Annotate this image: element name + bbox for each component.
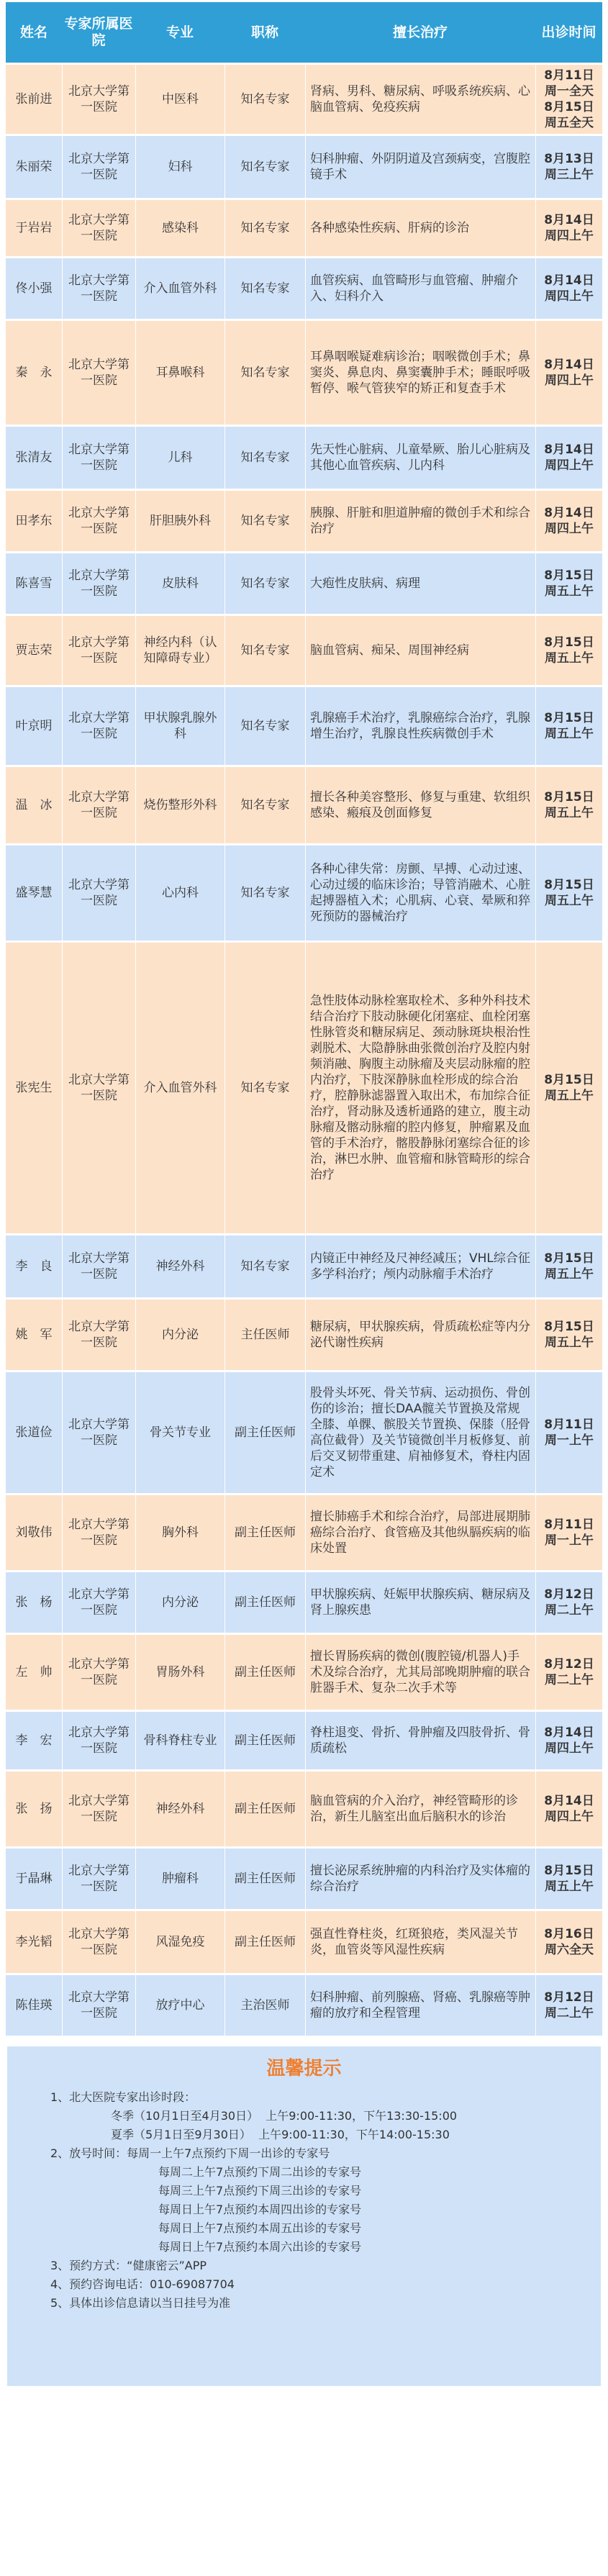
- expert-title: 副主任医师: [224, 1635, 305, 1710]
- table-row: [6, 1911, 602, 1973]
- expert-dept: 骨关节专业: [135, 1372, 224, 1493]
- expert-name: 张 杨: [6, 1572, 62, 1633]
- expert-title: 副主任医师: [224, 1849, 305, 1909]
- expert-title: 主任医师: [224, 1300, 305, 1370]
- expert-specialty: 各种心律失常：房颤、早搏、心动过速、心动过缓的临床诊治；导管消融术、心脏起搏器植入术；心肌病、心衰、晕厥和猝死预防的器械治疗: [305, 845, 535, 940]
- expert-specialty: 擅长泌尿系统肿瘤的内科治疗及实体瘤的综合治疗: [305, 1849, 535, 1909]
- table-row: [6, 845, 602, 940]
- expert-name: 姚 军: [6, 1300, 62, 1370]
- expert-hospital: 北京大学第一医院: [62, 1772, 135, 1846]
- expert-dept: 烧伤整形外科: [135, 767, 224, 843]
- expert-title: 副主任医师: [224, 1572, 305, 1633]
- clinic-time: 8月15日 周五上午: [535, 687, 602, 765]
- expert-name: 陈喜雪: [6, 553, 62, 614]
- clinic-time: 8月15日 周五上午: [535, 845, 602, 940]
- expert-title: 副主任医师: [224, 1495, 305, 1570]
- clinic-time: 8月12日 周二上午: [535, 1572, 602, 1633]
- expert-specialty: 先天性心脏病、儿童晕厥、胎儿心脏病及其他心血管疾病、儿内科: [305, 427, 535, 489]
- expert-dept: 肿瘤科: [135, 1849, 224, 1909]
- table-row: [6, 1495, 602, 1570]
- expert-name: 张前进: [6, 65, 62, 134]
- expert-hospital: 北京大学第一医院: [62, 845, 135, 940]
- table-row: [6, 258, 602, 319]
- notice-line: 冬季（10月1日至4月30日） 上午9:00-11:30，下午13:30-15:00: [111, 2109, 458, 2123]
- expert-title: 知名专家: [224, 427, 305, 489]
- expert-dept: 甲状腺乳腺外科: [135, 687, 224, 765]
- expert-specialty: 擅长肺癌手术和综合治疗，局部进展期肺癌综合治疗、食管癌及其他纵膈疾病的临床处置: [305, 1495, 535, 1570]
- expert-dept: 神经外科: [135, 1235, 224, 1297]
- expert-specialty: 各种感染性疾病、肝病的诊治: [305, 200, 535, 256]
- clinic-time: 8月16日 周六全天: [535, 1911, 602, 1973]
- expert-hospital: 北京大学第一医院: [62, 553, 135, 614]
- expert-dept: 神经内科（认知障碍专业）: [135, 616, 224, 685]
- expert-title: 知名专家: [224, 553, 305, 614]
- header-hospital: 专家所属医院: [62, 2, 135, 63]
- clinic-time: 8月14日 周四上午: [535, 1712, 602, 1769]
- expert-hospital: 北京大学第一医院: [62, 687, 135, 765]
- expert-hospital: 北京大学第一医院: [62, 65, 135, 134]
- clinic-time: 8月15日 周五上午: [535, 616, 602, 685]
- expert-name: 张清友: [6, 427, 62, 489]
- expert-name: 盛琴慧: [6, 845, 62, 940]
- table-row: [6, 136, 602, 198]
- expert-specialty: 肾病、男科、糖尿病、呼吸系统疾病、心脑血管病、免疫疾病: [305, 65, 535, 134]
- expert-title: 主治医师: [224, 1975, 305, 2036]
- notice-line: 每周日上午7点预约本周五出诊的专家号: [158, 2221, 362, 2235]
- clinic-time: 8月15日 周五上午: [535, 767, 602, 843]
- expert-name: 李 良: [6, 1235, 62, 1297]
- expert-dept: 内分泌: [135, 1572, 224, 1633]
- table-row: [6, 321, 602, 425]
- expert-hospital: 北京大学第一医院: [62, 427, 135, 489]
- expert-dept: 儿科: [135, 427, 224, 489]
- expert-hospital: 北京大学第一医院: [62, 1712, 135, 1769]
- notice-line: 4、预约咨询电话：010-69087704: [50, 2277, 235, 2291]
- clinic-time: 8月14日 周四上午: [535, 200, 602, 256]
- expert-hospital: 北京大学第一医院: [62, 1495, 135, 1570]
- expert-dept: 介入血管外科: [135, 943, 224, 1233]
- expert-hospital: 北京大学第一医院: [62, 1372, 135, 1493]
- expert-hospital: 北京大学第一医院: [62, 136, 135, 198]
- notice-line: 2、放号时间：每周一上午7点预约下周一出诊的专家号: [50, 2146, 330, 2160]
- expert-schedule-table: [6, 0, 602, 2038]
- expert-specialty: 内镜正中神经及尺神经减压；VHL综合征多学科治疗；颅内动脉瘤手术治疗: [305, 1235, 535, 1297]
- expert-hospital: 北京大学第一医院: [62, 1911, 135, 1973]
- clinic-time: 8月14日 周四上午: [535, 258, 602, 319]
- expert-title: 副主任医师: [224, 1372, 305, 1493]
- expert-dept: 耳鼻喉科: [135, 321, 224, 425]
- expert-name: 佟小强: [6, 258, 62, 319]
- expert-title: 知名专家: [224, 136, 305, 198]
- clinic-time: 8月15日 周五上午: [535, 1235, 602, 1297]
- table-row: [6, 687, 602, 765]
- expert-name: 李 宏: [6, 1712, 62, 1769]
- notice-line: 每周三上午7点预约下周三出诊的专家号: [158, 2184, 362, 2198]
- notice-panel: [7, 2046, 601, 2386]
- expert-title: 知名专家: [224, 1235, 305, 1297]
- expert-dept: 胸外科: [135, 1495, 224, 1570]
- expert-dept: 风湿免疫: [135, 1911, 224, 1973]
- header-dept: 专业: [135, 2, 224, 63]
- expert-title: 知名专家: [224, 845, 305, 940]
- expert-dept: 内分泌: [135, 1300, 224, 1370]
- expert-hospital: 北京大学第一医院: [62, 1635, 135, 1710]
- expert-name: 秦 永: [6, 321, 62, 425]
- notice-title: 温馨提示: [266, 2058, 342, 2080]
- notice-line: 每周日上午7点预约本周四出诊的专家号: [158, 2203, 362, 2216]
- expert-title: 副主任医师: [224, 1712, 305, 1769]
- expert-specialty: 擅长胃肠疾病的微创(腹腔镜/机器人)手术及综合治疗，尤其局部晚期肿瘤的联合脏器手术、复杂二次手术等: [305, 1635, 535, 1710]
- expert-hospital: 北京大学第一医院: [62, 616, 135, 685]
- expert-title: 副主任医师: [224, 1772, 305, 1846]
- expert-specialty: 血管疾病、血管畸形与血管瘤、肿瘤介入、妇科介入: [305, 258, 535, 319]
- expert-specialty: 耳鼻咽喉疑难病诊治；咽喉微创手术；鼻窦炎、鼻息肉、鼻窦囊肿手术；睡眠呼吸暂停、喉气管狭窄的矫正和复查手术: [305, 321, 535, 425]
- expert-specialty: 妇科肿瘤、外阴阴道及宫颈病变，宫腹腔镜手术: [305, 136, 535, 198]
- expert-title: 知名专家: [224, 200, 305, 256]
- clinic-time: 8月15日 周五上午: [535, 1300, 602, 1370]
- header-specialty: 擅长治疗: [305, 2, 535, 63]
- table-row: [6, 1235, 602, 1297]
- table-row: [6, 1635, 602, 1710]
- expert-specialty: 急性肢体动脉栓塞取栓术、多种外科技术结合治疗下肢动脉硬化闭塞症、血栓闭塞性脉管炎和糖尿病足、颈动脉斑块根治性剥脱术、大隐静脉曲张微创治疗及腔内射频消融、胸腹主动脉瘤及夹层动脉瘤的腔内治疗，下肢深静脉血栓形成的综合治疗，腔静脉滤器置入取出术，布加综合征治疗，肾动脉及透析通路的建立，腹主动脉瘤及髂动脉瘤的腔内修复，肿瘤累及血管的手术治疗，髂股静脉闭塞综合征的诊治，淋巴水肿、血管瘤和脉管畸形的综合治疗: [305, 943, 535, 1233]
- table-row: [6, 1300, 602, 1370]
- expert-specialty: 胰腺、肝脏和胆道肿瘤的微创手术和综合治疗: [305, 491, 535, 551]
- expert-hospital: 北京大学第一医院: [62, 258, 135, 319]
- clinic-time: 8月11日 周一全天 8月15日 周五全天: [535, 65, 602, 134]
- expert-title: 知名专家: [224, 767, 305, 843]
- header-time: 出诊时间: [535, 2, 602, 63]
- expert-title: 知名专家: [224, 491, 305, 551]
- table-row: [6, 553, 602, 614]
- notice-line: 夏季（5月1日至9月30日） 上午9:00-11:30，下午14:00-15:30: [111, 2128, 450, 2141]
- expert-dept: 皮肤科: [135, 553, 224, 614]
- expert-hospital: 北京大学第一医院: [62, 1975, 135, 2036]
- table-row: [6, 943, 602, 1233]
- expert-name: 于岩岩: [6, 200, 62, 256]
- table-row: [6, 616, 602, 685]
- expert-title: 知名专家: [224, 943, 305, 1233]
- expert-hospital: 北京大学第一医院: [62, 1235, 135, 1297]
- expert-title: 知名专家: [224, 258, 305, 319]
- table-row: [6, 1712, 602, 1769]
- expert-title: 知名专家: [224, 65, 305, 134]
- expert-name: 叶京明: [6, 687, 62, 765]
- expert-dept: 放疗中心: [135, 1975, 224, 2036]
- expert-title: 知名专家: [224, 321, 305, 425]
- clinic-time: 8月14日 周四上午: [535, 427, 602, 489]
- expert-name: 左 帅: [6, 1635, 62, 1710]
- notice-line: 每周二上午7点预约下周二出诊的专家号: [158, 2165, 362, 2179]
- notice-line: 5、具体出诊信息请以当日挂号为准: [50, 2296, 231, 2310]
- expert-specialty: 脊柱退变、骨折、骨肿瘤及四肢骨折、骨质疏松: [305, 1712, 535, 1769]
- expert-title: 知名专家: [224, 616, 305, 685]
- expert-hospital: 北京大学第一医院: [62, 491, 135, 551]
- expert-name: 温 冰: [6, 767, 62, 843]
- expert-name: 田孝东: [6, 491, 62, 551]
- table-row: [6, 1849, 602, 1909]
- expert-name: 于晶琳: [6, 1849, 62, 1909]
- clinic-time: 8月11日 周一上午: [535, 1495, 602, 1570]
- clinic-time: 8月13日 周三上午: [535, 136, 602, 198]
- clinic-time: 8月12日 周二上午: [535, 1635, 602, 1710]
- expert-dept: 介入血管外科: [135, 258, 224, 319]
- expert-specialty: 擅长各种美容整形、修复与重建、软组织感染、瘢痕及创面修复: [305, 767, 535, 843]
- notice-line: 3、预约方式：“健康密云”APP: [50, 2259, 207, 2272]
- expert-hospital: 北京大学第一医院: [62, 1572, 135, 1633]
- clinic-time: 8月12日 周二上午: [535, 1975, 602, 2036]
- expert-name: 李光韬: [6, 1911, 62, 1973]
- expert-name: 张道俭: [6, 1372, 62, 1493]
- expert-name: 朱丽荣: [6, 136, 62, 198]
- expert-dept: 感染科: [135, 200, 224, 256]
- clinic-time: 8月14日 周四上午: [535, 321, 602, 425]
- clinic-time: 8月14日 周四上午: [535, 491, 602, 551]
- table-row: [6, 1975, 602, 2036]
- expert-name: 张宪生: [6, 943, 62, 1233]
- expert-hospital: 北京大学第一医院: [62, 943, 135, 1233]
- expert-hospital: 北京大学第一医院: [62, 1849, 135, 1909]
- header-title: 职称: [224, 2, 305, 63]
- table-row: [6, 1372, 602, 1493]
- expert-specialty: 妇科肿瘤、前列腺癌、肾癌、乳腺癌等肿瘤的放疗和全程管理: [305, 1975, 535, 2036]
- expert-name: 刘敬伟: [6, 1495, 62, 1570]
- expert-specialty: 甲状腺疾病、妊娠甲状腺疾病、糖尿病及肾上腺疾患: [305, 1572, 535, 1633]
- clinic-time: 8月11日 周一上午: [535, 1372, 602, 1493]
- expert-dept: 骨科脊柱专业: [135, 1712, 224, 1769]
- expert-name: 陈佳瑛: [6, 1975, 62, 2036]
- table-row: [6, 1572, 602, 1633]
- table-row: [6, 1772, 602, 1846]
- expert-hospital: 北京大学第一医院: [62, 200, 135, 256]
- notice-line: 每周日上午7点预约本周六出诊的专家号: [158, 2240, 362, 2254]
- expert-dept: 中医科: [135, 65, 224, 134]
- clinic-time: 8月15日 周五上午: [535, 553, 602, 614]
- expert-dept: 神经外科: [135, 1772, 224, 1846]
- notice-body: [7, 2081, 601, 2313]
- expert-specialty: 糖尿病，甲状腺疾病，骨质疏松症等内分泌代谢性疾病: [305, 1300, 535, 1370]
- expert-specialty: 脑血管病的介入治疗，神经管畸形的诊治，新生儿脑室出血后脑积水的诊治: [305, 1772, 535, 1846]
- expert-dept: 心内科: [135, 845, 224, 940]
- expert-dept: 妇科: [135, 136, 224, 198]
- notice-line: 1、北大医院专家出诊时段：: [50, 2090, 196, 2104]
- table-row: [6, 767, 602, 843]
- expert-hospital: 北京大学第一医院: [62, 767, 135, 843]
- expert-hospital: 北京大学第一医院: [62, 1300, 135, 1370]
- table-row: [6, 65, 602, 134]
- table-row: [6, 200, 602, 256]
- expert-specialty: 脑血管病、痴呆、周围神经病: [305, 616, 535, 685]
- expert-specialty: 大疱性皮肤病、病理: [305, 553, 535, 614]
- expert-title: 副主任医师: [224, 1911, 305, 1973]
- expert-hospital: 北京大学第一医院: [62, 321, 135, 425]
- table-header-row: [6, 2, 602, 63]
- clinic-time: 8月15日 周五上午: [535, 943, 602, 1233]
- header-name: 姓名: [6, 2, 62, 63]
- expert-dept: 肝胆胰外科: [135, 491, 224, 551]
- expert-name: 张 扬: [6, 1772, 62, 1846]
- expert-title: 知名专家: [224, 687, 305, 765]
- expert-dept: 胃肠外科: [135, 1635, 224, 1710]
- clinic-time: 8月14日 周四上午: [535, 1772, 602, 1846]
- clinic-time: 8月15日 周五上午: [535, 1849, 602, 1909]
- table-row: [6, 427, 602, 489]
- table-row: [6, 491, 602, 551]
- expert-name: 贾志荣: [6, 616, 62, 685]
- expert-specialty: 乳腺癌手术治疗，乳腺癌综合治疗，乳腺增生治疗，乳腺良性疾病微创手术: [305, 687, 535, 765]
- expert-specialty: 股骨头坏死、骨关节病、运动损伤、骨创伤的诊治；擅长DAA髋关节置换及常规全膝、单髁、髌股关节置换、保膝（胫骨高位截骨）及关节镜微创半月板修复、前后交叉韧带重建、肩袖修复术，脊柱内固定术: [305, 1372, 535, 1493]
- expert-specialty: 强直性脊柱炎，红斑狼疮，类风湿关节炎，血管炎等风湿性疾病: [305, 1911, 535, 1973]
